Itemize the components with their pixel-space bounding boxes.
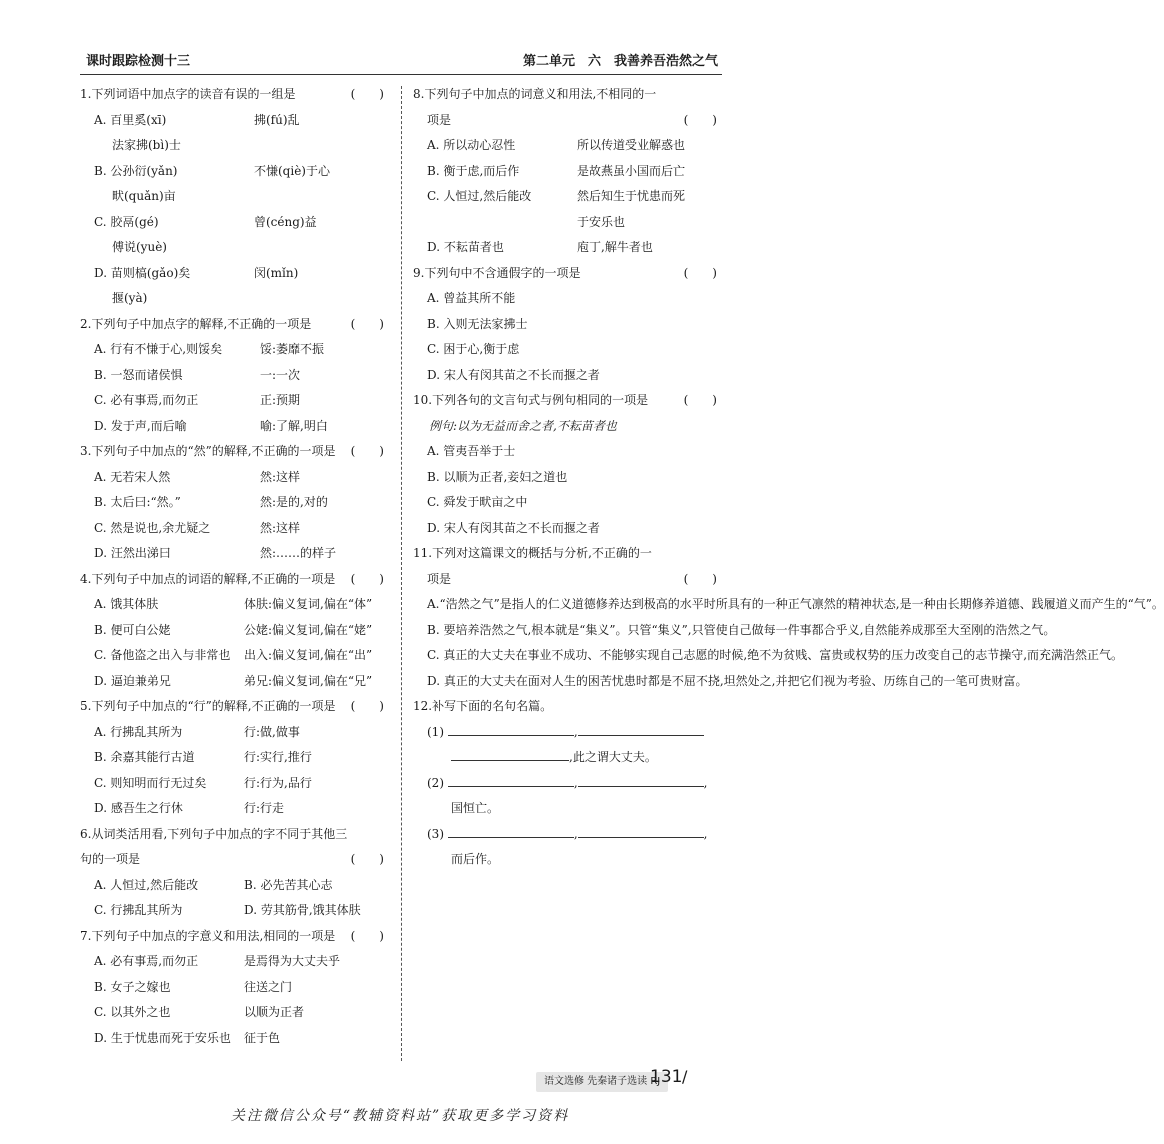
right-column bbox=[413, 82, 1164, 873]
option-text-2: 一:一次 bbox=[260, 367, 301, 382]
option-text: C. 以其外之也 bbox=[94, 1005, 171, 1019]
option-text: D. 发于声,而后喻 bbox=[94, 418, 187, 433]
question-12 bbox=[413, 694, 723, 720]
option-b: B. 要培养浩然之气,根本就是“集义”。只管“集义”,只管使自己做每一件事都合乎义,自然能养成那至大至刚的浩然之气。 bbox=[427, 622, 1056, 637]
option-text: A. 行有不慊于心,则馁矣 bbox=[94, 342, 223, 356]
fill-blank-2 bbox=[413, 771, 723, 797]
option-text-2: 然后知生于忧患而死 bbox=[577, 189, 686, 203]
option-text-2: 出入:偏义复词,偏在“出” bbox=[244, 648, 373, 662]
question-4 bbox=[80, 567, 390, 593]
option-text-2: 曾(céng)益 bbox=[254, 214, 317, 229]
blank-number: (3) bbox=[427, 826, 444, 841]
option-d bbox=[80, 796, 390, 822]
watermark-text: 关注微信公众号“教辅资料站”获取更多学习资料 bbox=[230, 1108, 570, 1124]
option-b bbox=[80, 618, 390, 644]
option-text: A. 所以动心忍性 bbox=[427, 138, 516, 152]
blank-input[interactable] bbox=[451, 746, 569, 761]
fill-blank-3-cont: 而后作。 bbox=[451, 852, 500, 866]
blank-comma: , bbox=[573, 775, 578, 790]
option-b bbox=[80, 745, 390, 771]
option-text-3: 于安乐也 bbox=[577, 214, 626, 229]
answer-paren: ( ) bbox=[350, 571, 384, 586]
question-3 bbox=[80, 439, 390, 465]
option-text: A. 无若宋人然 bbox=[94, 469, 171, 484]
option-text-2: 然:……的样子 bbox=[260, 546, 337, 560]
question-11 bbox=[413, 541, 723, 567]
option-c bbox=[80, 516, 390, 542]
option-text-2: 拂(fú)乱 bbox=[254, 112, 300, 127]
option-text-2: 喻:了解,明白 bbox=[260, 418, 328, 433]
option-text: C. 则知明而行无过矣 bbox=[94, 775, 207, 790]
option-b bbox=[80, 159, 390, 185]
option-b: B. 必先苦其心志 bbox=[244, 877, 333, 892]
option-c bbox=[80, 210, 390, 236]
example-sentence: 例句:以为无益而舍之者,不耘苗者也 bbox=[429, 418, 617, 433]
option-text-2: 行:行为,品行 bbox=[244, 775, 312, 790]
option-text-2: 行:实行,推行 bbox=[244, 750, 312, 764]
option-row-cd bbox=[80, 898, 390, 924]
column-divider bbox=[401, 86, 402, 1061]
header-rule bbox=[80, 74, 722, 75]
option-d: D. 真正的大丈夫在面对人生的困苦忧患时都是不屈不挠,坦然处之,并把它们视为考验、历练自己的一笔可贵财富。 bbox=[427, 673, 1028, 688]
option-text: C. 胶鬲(gé) bbox=[94, 214, 159, 229]
answer-paren: ( ) bbox=[350, 699, 384, 713]
option-c: C. 行拂乱其所为 bbox=[94, 903, 183, 917]
answer-paren: ( ) bbox=[350, 928, 384, 943]
option-text: B. 便可白公姥 bbox=[94, 622, 171, 637]
fill-blank-1 bbox=[413, 720, 723, 746]
option-d: D. 宋人有闵其苗之不长而揠之者 bbox=[427, 520, 600, 535]
question-6-cont bbox=[80, 847, 390, 873]
header-right: 第二单元 六 我善养吾浩然之气 bbox=[522, 54, 718, 69]
option-text: A. 行拂乱其所为 bbox=[94, 724, 183, 739]
blank-comma: , bbox=[573, 724, 578, 739]
option-d bbox=[80, 414, 390, 440]
option-b bbox=[80, 490, 390, 516]
question-stem: 1.下列词语中加点字的读音有误的一组是 bbox=[80, 87, 296, 101]
blank-number: (1) bbox=[427, 724, 444, 739]
option-d: D. 宋人有闵其苗之不长而揠之者 bbox=[427, 367, 600, 382]
option-c: C. 真正的大丈夫在事业不成功、不能够实现自己志愿的时候,绝不为贫贱、富贵或权势的压力改变自己的志节操守,而充满浩然正气。 bbox=[427, 648, 1124, 662]
option-d bbox=[80, 261, 390, 287]
option-text-2: 公姥:偏义复词,偏在“姥” bbox=[244, 622, 373, 637]
option-text: B. 余嘉其能行古道 bbox=[94, 750, 195, 764]
question-9 bbox=[413, 261, 723, 287]
option-text: D. 感吾生之行休 bbox=[94, 801, 183, 815]
option-d bbox=[80, 1026, 390, 1052]
blank-comma: , bbox=[703, 775, 708, 790]
fill-blank-3 bbox=[413, 822, 723, 848]
option-a: A. 曾益其所不能 bbox=[427, 291, 516, 305]
option-text: B. 太后曰:“然。” bbox=[94, 495, 181, 509]
option-b: B. 以顺为正者,妾妇之道也 bbox=[427, 469, 568, 484]
option-a bbox=[80, 592, 390, 618]
option-text: C. 备他盗之出入与非常也 bbox=[94, 648, 231, 662]
option-text: B. 一怒而诸侯惧 bbox=[94, 367, 183, 382]
option-text: A. 百里奚(xī) bbox=[94, 112, 167, 127]
option-a bbox=[80, 108, 390, 134]
option-c-cont bbox=[413, 210, 723, 236]
option-a: A.“浩然之气”是指人的仁义道德修养达到极高的水平时所具有的一种正气凛然的精神状态,是一种由长期修养道德、践履道义而产生的“气”。 bbox=[427, 597, 1164, 611]
page-slash: / bbox=[682, 1067, 688, 1086]
answer-paren: ( ) bbox=[350, 852, 384, 866]
blank-input[interactable] bbox=[578, 823, 704, 838]
answer-paren: ( ) bbox=[683, 571, 717, 586]
option-text: C. 然是说也,余尤疑之 bbox=[94, 520, 211, 535]
option-c bbox=[80, 643, 390, 669]
option-text-2: 行:行走 bbox=[244, 801, 285, 815]
option-text: B. 女子之嫁也 bbox=[94, 979, 171, 994]
option-d-cont: 揠(yà) bbox=[112, 291, 148, 305]
question-stem: 6.从词类活用看,下列句子中加点的字不同于其他三 bbox=[80, 826, 348, 841]
option-c: C. 困于心,衡于虑 bbox=[427, 342, 520, 356]
blank-input[interactable] bbox=[578, 772, 704, 787]
page-number: 131 bbox=[650, 1067, 683, 1087]
option-text-2: 是故燕虽小国而后亡 bbox=[577, 163, 686, 178]
option-text: A. 饿其体肤 bbox=[94, 597, 159, 611]
answer-paren: ( ) bbox=[683, 393, 717, 407]
option-text: C. 人恒过,然后能改 bbox=[427, 189, 532, 203]
blank-comma: , bbox=[703, 826, 708, 841]
option-text-2: 征于色 bbox=[244, 1030, 281, 1045]
option-c bbox=[80, 388, 390, 414]
blank-input[interactable] bbox=[578, 721, 704, 736]
question-stem-cont: 项是 bbox=[427, 571, 452, 586]
question-8-cont bbox=[413, 108, 723, 134]
left-column bbox=[80, 82, 390, 1051]
blank-tail: ,此之谓大丈夫。 bbox=[569, 750, 657, 764]
question-5 bbox=[80, 694, 390, 720]
option-a bbox=[413, 133, 723, 159]
option-a bbox=[80, 337, 390, 363]
option-a: A. 管夷吾举于士 bbox=[427, 444, 516, 458]
option-text: D. 生于忧患而死于安乐也 bbox=[94, 1030, 231, 1045]
question-stem: 5.下列句子中加点的“行”的解释,不正确的一项是 bbox=[80, 699, 336, 713]
question-stem: 8.下列句子中加点的词意义和用法,不相同的一 bbox=[413, 87, 657, 101]
option-text: D. 逼迫兼弟兄 bbox=[94, 673, 171, 688]
option-text-2: 然:这样 bbox=[260, 469, 301, 484]
question-8 bbox=[413, 82, 723, 108]
option-text: B. 公孙衍(yǎn) bbox=[94, 163, 178, 178]
option-d bbox=[80, 541, 390, 567]
option-text: A. 必有事焉,而勿正 bbox=[94, 954, 199, 968]
fill-blank-1-cont bbox=[413, 745, 723, 771]
option-d bbox=[80, 669, 390, 695]
question-7 bbox=[80, 924, 390, 950]
option-c bbox=[413, 184, 723, 210]
option-text-2: 庖丁,解牛者也 bbox=[577, 240, 653, 254]
option-text: D. 苗则槁(gǎo)矣 bbox=[94, 265, 191, 280]
question-2 bbox=[80, 312, 390, 338]
option-b: B. 入则无法家拂士 bbox=[427, 316, 528, 331]
option-text-2: 正:预期 bbox=[260, 393, 301, 407]
option-c: C. 舜发于畎亩之中 bbox=[427, 495, 528, 509]
option-text: D. 汪然出涕曰 bbox=[94, 546, 171, 560]
option-row-ab bbox=[80, 873, 390, 899]
question-stem: 4.下列句子中加点的词语的解释,不正确的一项是 bbox=[80, 571, 336, 586]
question-1 bbox=[80, 82, 390, 108]
option-text-2: 然:这样 bbox=[260, 520, 301, 535]
question-stem: 9.下列句中不含通假字的一项是 bbox=[413, 265, 581, 280]
option-c bbox=[80, 1000, 390, 1026]
option-text-2: 不慊(qiè)于心 bbox=[254, 163, 330, 178]
blank-number: (2) bbox=[427, 775, 444, 790]
question-stem: 12.补写下面的名句名篇。 bbox=[413, 699, 553, 713]
question-stem: 2.下列句子中加点字的解释,不正确的一项是 bbox=[80, 316, 312, 331]
option-text-2: 弟兄:偏义复词,偏在“兄” bbox=[244, 673, 373, 688]
option-text-2: 然:是的,对的 bbox=[260, 495, 328, 509]
option-a bbox=[80, 465, 390, 491]
option-a: A. 人恒过,然后能改 bbox=[94, 877, 199, 892]
option-c-cont: 傅说(yuè) bbox=[112, 240, 167, 254]
option-a bbox=[80, 949, 390, 975]
option-a-cont: 法家拂(bì)士 bbox=[112, 138, 181, 152]
option-text-2: 体肤:偏义复词,偏在“体” bbox=[244, 597, 373, 611]
option-d bbox=[413, 235, 723, 261]
blank-input[interactable] bbox=[448, 772, 574, 787]
blank-comma: , bbox=[573, 826, 578, 841]
question-stem-cont: 句的一项是 bbox=[80, 852, 141, 866]
answer-paren: ( ) bbox=[683, 265, 717, 280]
answer-paren: ( ) bbox=[350, 444, 384, 458]
question-stem: 10.下列各句的文言句式与例句相同的一项是 bbox=[413, 393, 649, 407]
option-c bbox=[80, 771, 390, 797]
book-title-badge: 语文选修 先秦诸子选读 RJ bbox=[536, 1072, 668, 1092]
header-left: 课时跟踪检测十三 bbox=[86, 54, 191, 69]
option-text-2: 往送之门 bbox=[244, 979, 293, 994]
option-b bbox=[80, 975, 390, 1001]
answer-paren: ( ) bbox=[683, 112, 717, 127]
option-a bbox=[80, 720, 390, 746]
answer-paren: ( ) bbox=[350, 316, 384, 331]
option-text: D. 不耘苗者也 bbox=[427, 240, 504, 254]
question-6 bbox=[80, 822, 390, 848]
question-stem: 7.下列句子中加点的字意义和用法,相同的一项是 bbox=[80, 928, 336, 943]
question-stem: 11.下列对这篇课文的概括与分析,不正确的一 bbox=[413, 546, 652, 560]
option-text-2: 行:做,做事 bbox=[244, 724, 300, 739]
blank-input[interactable] bbox=[448, 823, 574, 838]
question-stem-cont: 项是 bbox=[427, 112, 452, 127]
option-text-2: 馁:萎靡不振 bbox=[260, 342, 325, 356]
answer-paren: ( ) bbox=[350, 87, 384, 101]
option-b-cont: 畎(quǎn)亩 bbox=[112, 189, 176, 203]
page-header bbox=[86, 50, 718, 72]
option-text-2: 闵(mǐn) bbox=[254, 265, 299, 280]
fill-blank-2-cont: 国恒亡。 bbox=[451, 801, 500, 815]
blank-input[interactable] bbox=[448, 721, 574, 736]
option-text-2: 所以传道受业解惑也 bbox=[577, 138, 686, 152]
option-b bbox=[80, 363, 390, 389]
option-b bbox=[413, 159, 723, 185]
option-text: C. 必有事焉,而勿正 bbox=[94, 393, 199, 407]
option-text: B. 衡于虑,而后作 bbox=[427, 163, 520, 178]
option-text-2: 是焉得为大丈夫乎 bbox=[244, 954, 341, 968]
question-stem: 3.下列句子中加点的“然”的解释,不正确的一项是 bbox=[80, 444, 336, 458]
question-11-cont bbox=[413, 567, 723, 593]
question-10 bbox=[413, 388, 723, 414]
option-text-2: 以顺为正者 bbox=[244, 1005, 305, 1019]
option-d: D. 劳其筋骨,饿其体肤 bbox=[244, 903, 361, 917]
